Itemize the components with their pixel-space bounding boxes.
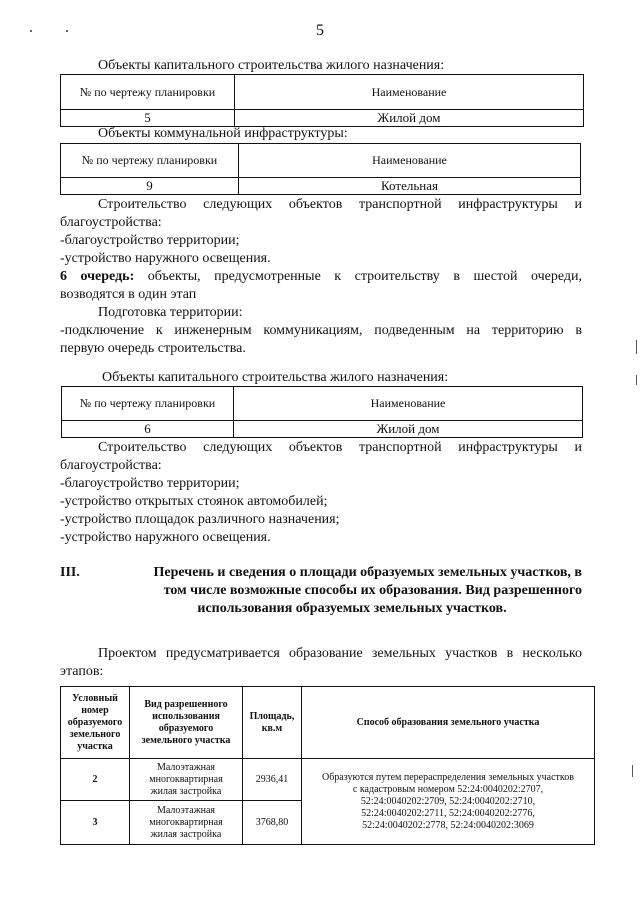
section-title-line: Перечень и сведения о площади образуемых земельных участков, в <box>153 565 582 580</box>
list-item: -устройство площадок различного назначения; <box>60 512 340 527</box>
col-header-number: № по чертежу планировки <box>61 144 239 178</box>
paragraph-line: благоустройства: <box>60 215 162 230</box>
plan-table-2 <box>60 143 581 195</box>
scan-edge-mark <box>636 375 637 385</box>
col-header-name: Наименование <box>235 75 584 110</box>
header-plot-number: Условный номер образуемого земельного участка <box>61 687 130 759</box>
heading-residential: Объекты капитального строительства жилого назначения: <box>98 58 445 73</box>
cell-number: 5 <box>61 110 235 127</box>
list-item: -устройство наружного освещения. <box>60 251 271 266</box>
paragraph-line: этапов: <box>60 664 104 679</box>
land-plots-table <box>60 686 595 845</box>
cell-name: Жилой дом <box>234 421 583 438</box>
cell-area: 3768,80 <box>243 801 302 845</box>
paragraph-line: первую очередь строительства. <box>60 341 246 356</box>
paragraph-line: благоустройства: <box>60 458 162 473</box>
header-formation-method: Способ образования земельного участка <box>302 687 595 759</box>
cell-name: Жилой дом <box>235 110 584 127</box>
cell-plot-number: 3 <box>61 801 130 845</box>
queue-text: объекты, предусмотренные к строительству в шестой очереди, <box>134 269 582 284</box>
col-header-number: № по чертежу планировки <box>62 387 234 421</box>
cell-number: 6 <box>62 421 234 438</box>
list-item: -благоустройство территории; <box>60 476 240 491</box>
list-item: -подключение к инженерным коммуникациям, подведенным на территорию в <box>60 323 582 338</box>
plan-table-1 <box>60 74 584 127</box>
cell-permitted-use: Малоэтажная многоквартирная жилая застройка <box>130 801 243 845</box>
cell-name: Котельная <box>239 178 581 195</box>
cell-number: 9 <box>61 178 239 195</box>
queue-label: 6 очередь: <box>60 269 135 284</box>
queue-6-line <box>60 268 582 285</box>
header-area: Площадь, кв.м <box>243 687 302 759</box>
page-number: 5 <box>316 22 324 39</box>
section-title-line: использования образуемых земельных участков. <box>197 601 507 616</box>
cell-formation-method: Образуются путем перераспределения земельных участков с кадастровым номером 52:24:0040202:2707, 52:24:0040202:2709, 52:24:0040202:2710, 52:24:0040202:2711, 52:24:0040202:2776, 52:24:0040202:2778, 52:24:0040202:3069 <box>302 759 595 845</box>
paragraph-line: Строительство следующих объектов транспортной инфраструктуры и <box>98 440 582 455</box>
list-item: -устройство открытых стоянок автомобилей; <box>60 494 328 509</box>
scan-edge-mark <box>636 340 637 354</box>
section-title-line: том числе возможные способы их образования. Вид разрешенного <box>163 583 582 598</box>
col-header-number: № по чертежу планировки <box>61 75 235 110</box>
scan-edge-mark <box>632 765 633 777</box>
col-header-name: Наименование <box>234 387 583 421</box>
list-item: -устройство наружного освещения. <box>60 530 271 545</box>
paragraph-line: Строительство следующих объектов транспортной инфраструктуры и <box>98 197 582 212</box>
heading-utilities: Объекты коммунальной инфраструктуры: <box>98 126 348 141</box>
cell-area: 2936,41 <box>243 759 302 801</box>
header-permitted-use: Вид разрешенного использования образуемого земельного участка <box>130 687 243 759</box>
plan-table-3 <box>61 386 583 438</box>
paragraph-line: Подготовка территории: <box>98 305 243 320</box>
cell-plot-number: 2 <box>61 759 130 801</box>
table-row <box>61 759 595 801</box>
heading-residential: Объекты капитального строительства жилого назначения: <box>102 370 449 385</box>
col-header-name: Наименование <box>239 144 581 178</box>
section-numeral: III. <box>60 565 80 580</box>
paragraph-line: возводятся в один этап <box>60 287 197 302</box>
cell-permitted-use: Малоэтажная многоквартирная жилая застройка <box>130 759 243 801</box>
list-item: -благоустройство территории; <box>60 233 240 248</box>
paragraph-line: Проектом предусматривается образование земельных участков в несколько <box>98 646 582 661</box>
